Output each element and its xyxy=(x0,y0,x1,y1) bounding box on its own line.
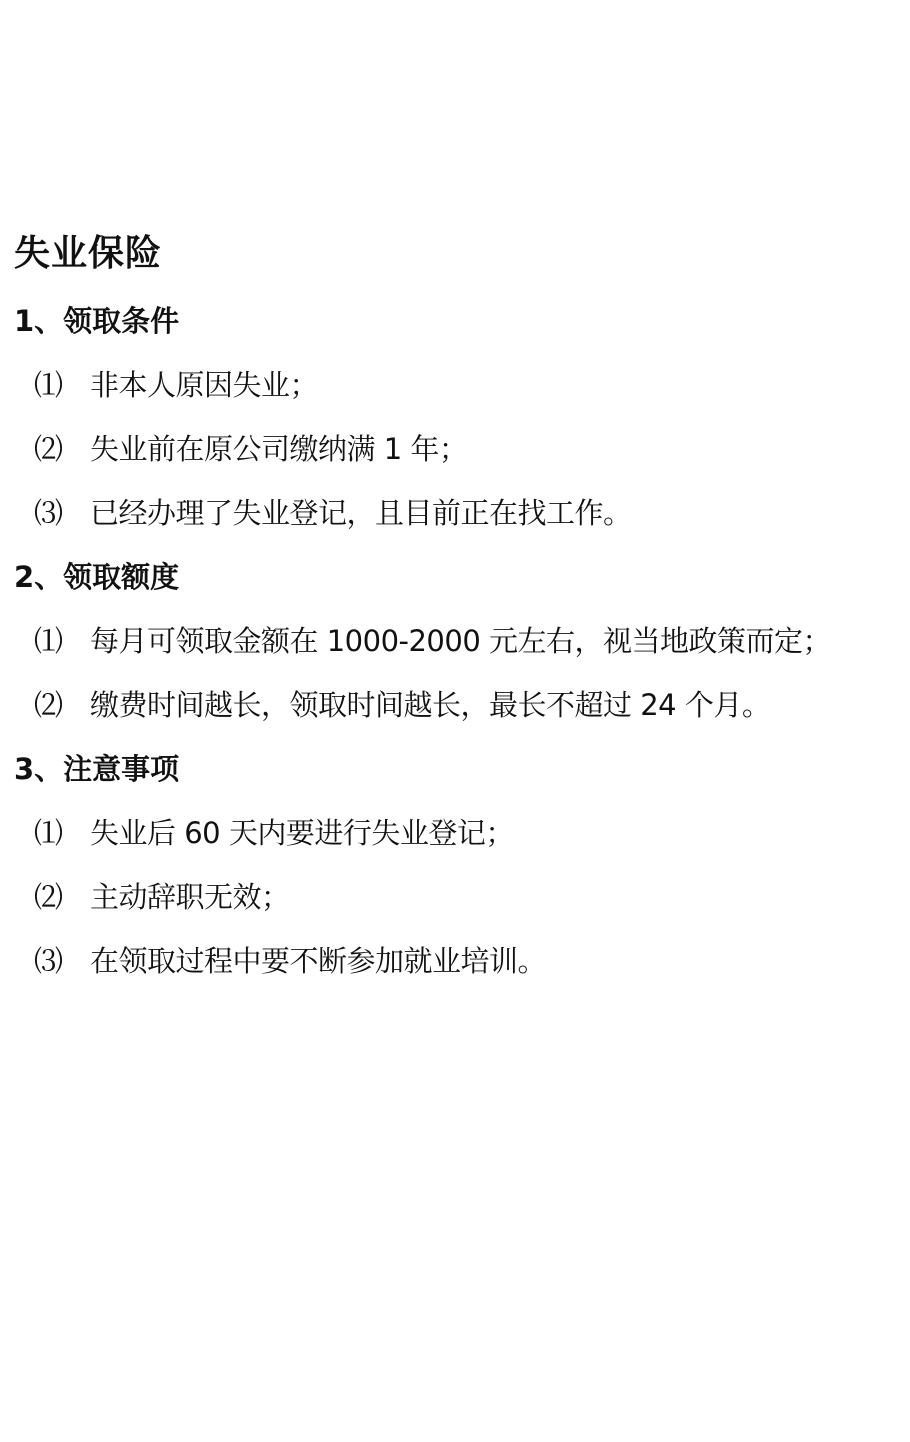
section-heading: 2、领取额度 xyxy=(14,560,180,594)
section-notes xyxy=(14,750,904,980)
item-text: 非本人原因失业； xyxy=(90,368,319,402)
item-number: ⑵ xyxy=(34,688,64,722)
item-text: 已经办理了失业登记，且目前正在找工作。 xyxy=(90,496,632,530)
list-item xyxy=(34,878,904,916)
list-item xyxy=(34,686,904,724)
item-text: 每月可领取金额在 1000-2000 元左右，视当地政策而定； xyxy=(90,624,832,658)
list-item xyxy=(34,622,904,660)
list-item xyxy=(34,366,904,404)
page-title: 失业保险 xyxy=(14,233,163,274)
list-item xyxy=(34,430,904,468)
item-number: ⑴ xyxy=(34,624,64,658)
section-eligibility xyxy=(14,302,904,532)
item-number: ⑶ xyxy=(34,944,64,978)
item-number: ⑶ xyxy=(34,496,64,530)
item-text: 失业后 60 天内要进行失业登记； xyxy=(90,816,514,850)
item-text: 缴费时间越长，领取时间越长，最长不超过 24 个月。 xyxy=(90,688,771,722)
item-text: 主动辞职无效； xyxy=(90,880,290,914)
document-body xyxy=(14,228,904,1006)
item-text: 在领取过程中要不断参加就业培训。 xyxy=(90,944,547,978)
list-item xyxy=(34,494,904,532)
section-heading: 1、领取条件 xyxy=(14,304,180,338)
item-number: ⑴ xyxy=(34,816,64,850)
item-number: ⑵ xyxy=(34,432,64,466)
section-amount xyxy=(14,558,904,724)
list-item xyxy=(34,814,904,852)
section-heading: 3、注意事项 xyxy=(14,752,180,786)
list-item xyxy=(34,942,904,980)
item-number: ⑵ xyxy=(34,880,64,914)
item-number: ⑴ xyxy=(34,368,64,402)
item-text: 失业前在原公司缴纳满 1 年； xyxy=(90,432,468,466)
